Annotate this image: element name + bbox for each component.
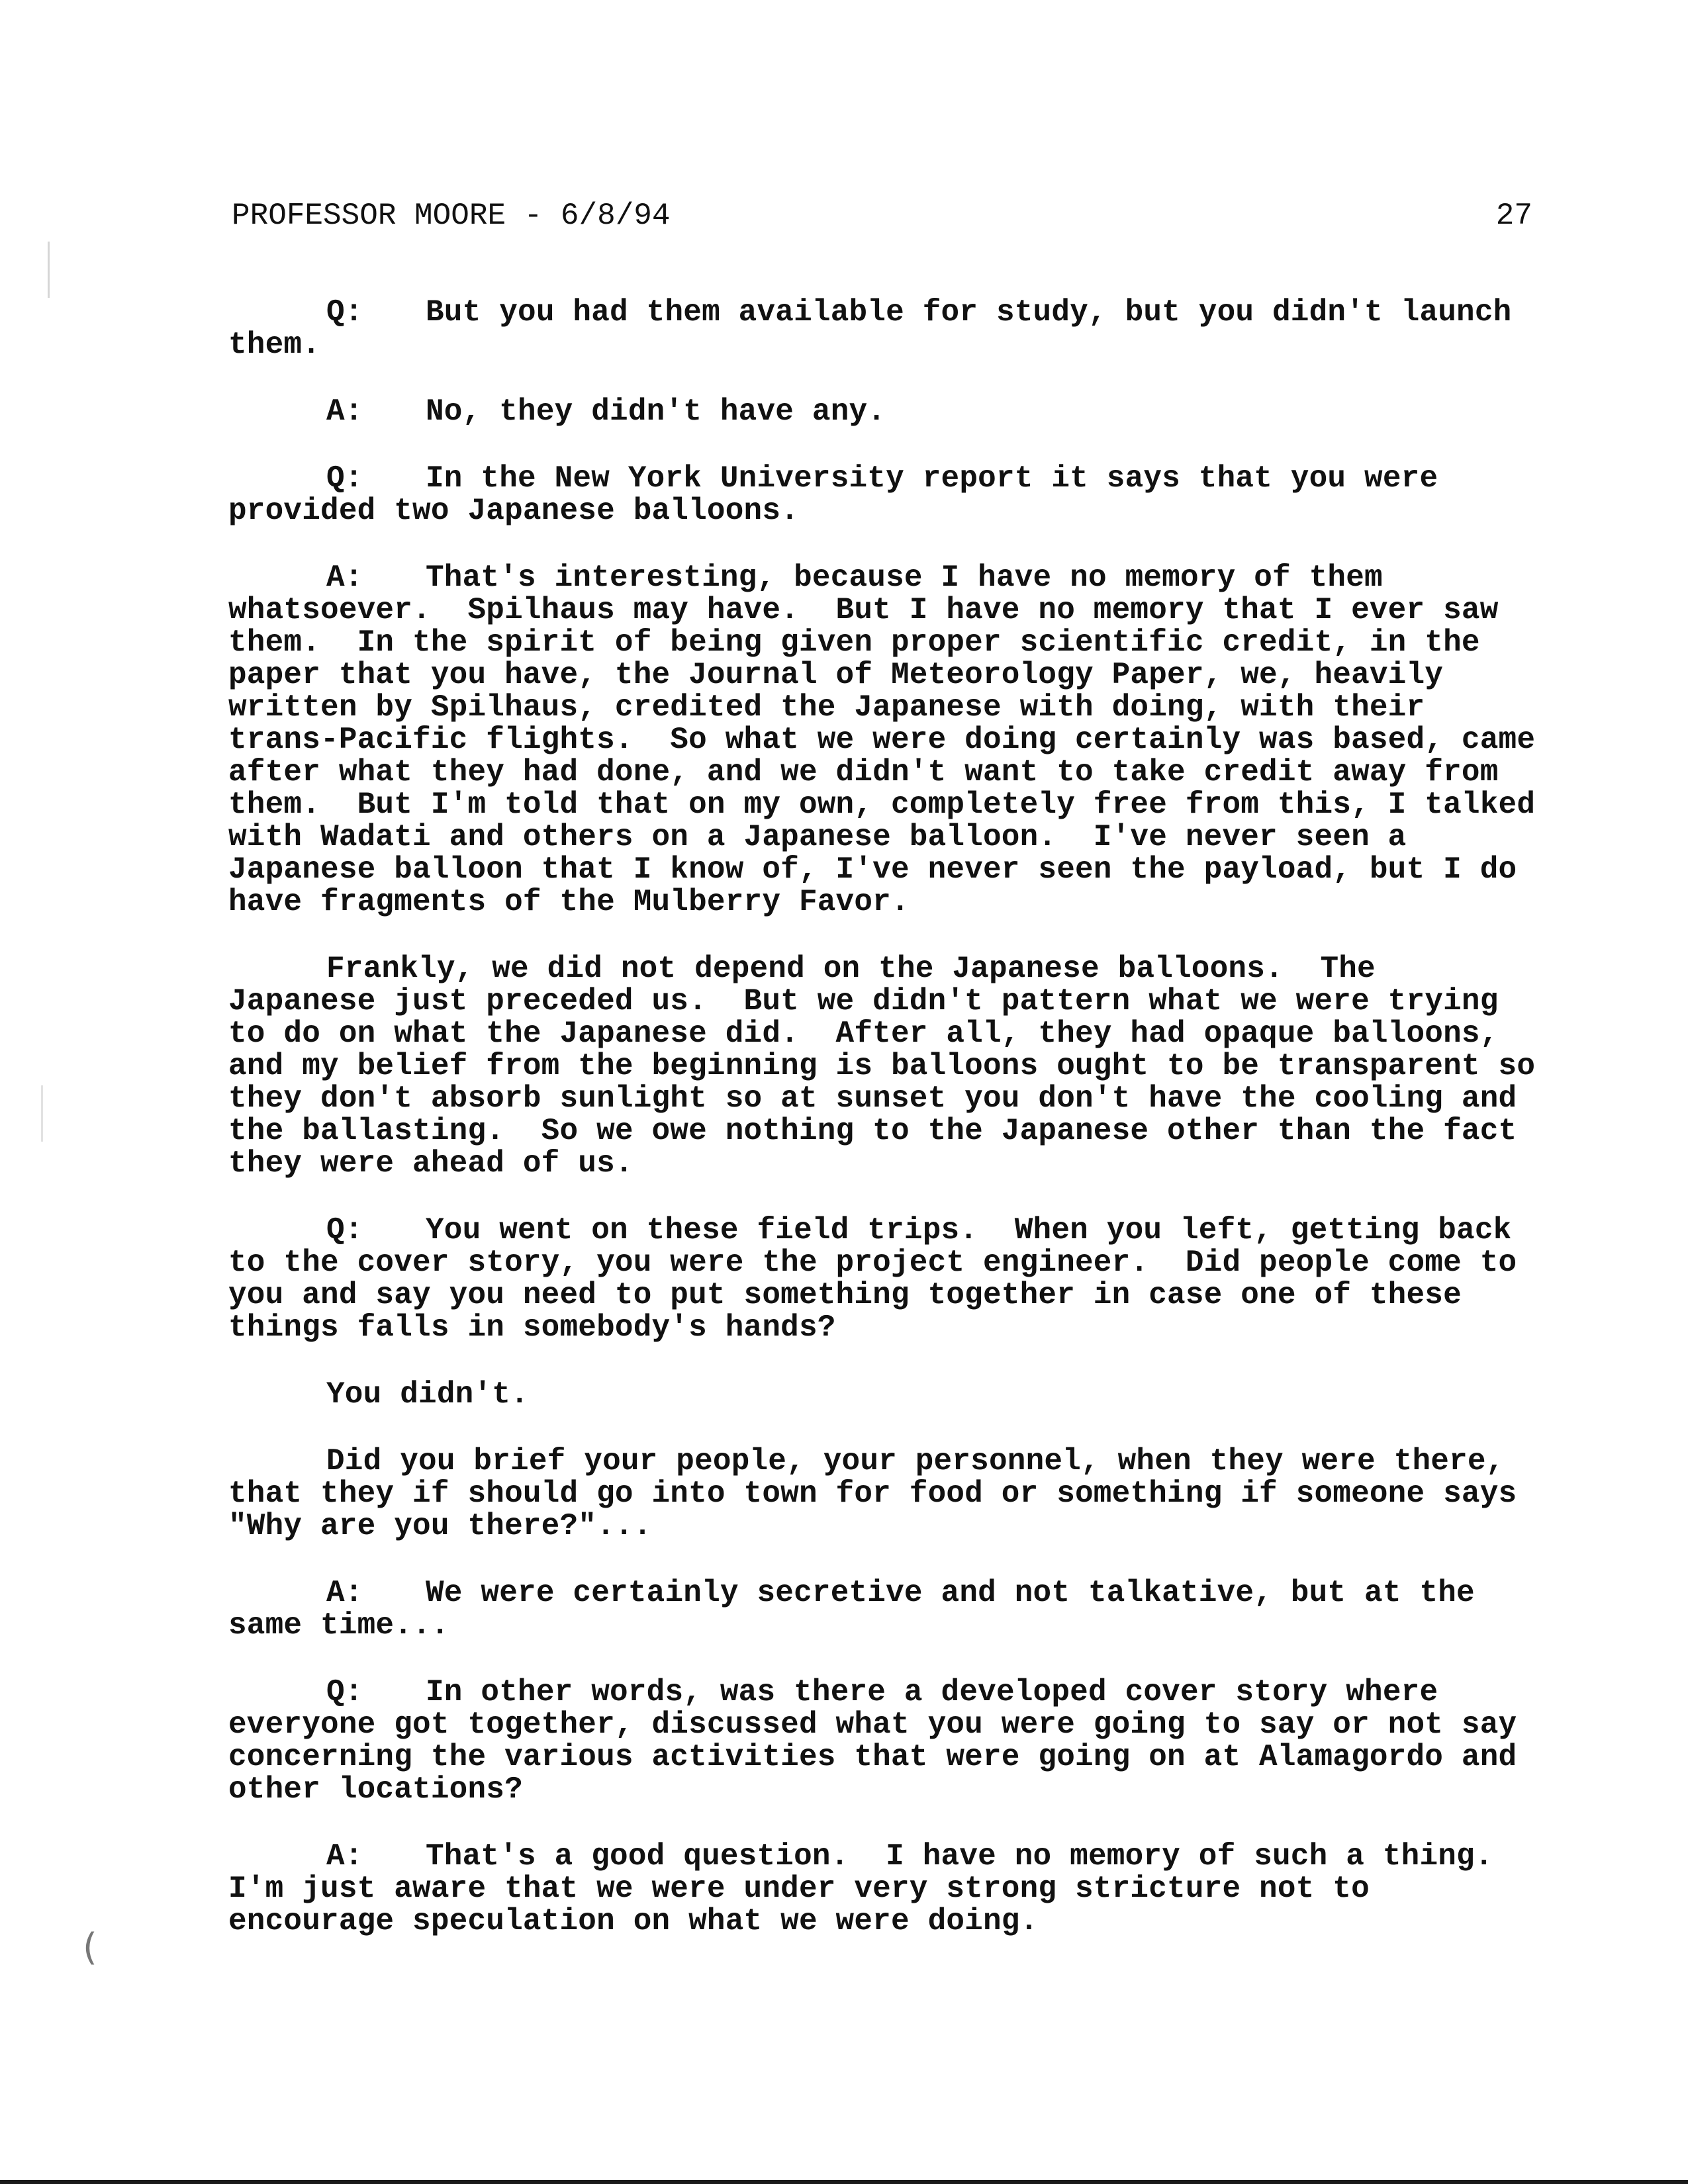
transcript-paragraph xyxy=(228,1676,1536,1806)
transcript-paragraph xyxy=(228,952,1554,1181)
page-bottom-edge xyxy=(0,2180,1688,2184)
transcript-paragraph xyxy=(228,1445,1536,1543)
paragraph-text: That's interesting, because I have no memory of them whatsoever. Spilhaus may have. But I have no memory that I ever saw them. In the spirit of being given proper scientific credit, in the paper that you have, the Journal of Meteorology Paper, we, heavily written by Spilhaus, credited the Japanese with doing, with their trans-Pacific flights. So what we were doing certainly was based, came after what they had done, and we didn't want to take credit away from them. But I'm told that on my own, completely free from this, I talked with Wadati and others on a Japanese balloon. I've never seen a Japanese balloon that I know of, I've never seen the payload, but I do have fragments of the Mulberry Favor. xyxy=(228,561,1554,919)
paragraph-text: In other words, was there a developed cover story where everyone got together, discussed what you were going to say or not say concerning the various activities that were going on at Alamagordo and other locations? xyxy=(228,1675,1536,1807)
paragraph-text: That's a good question. I have no memory of such a thing. I'm just aware that we were under very strong stricture not to encourage speculation on what we were doing. xyxy=(228,1839,1530,1938)
transcript-paragraph xyxy=(228,1379,1536,1411)
transcript-paragraph xyxy=(228,1841,1536,1938)
page-number: 27 xyxy=(1495,199,1532,233)
transcript-paragraph xyxy=(228,396,1536,428)
transcript-paragraph xyxy=(228,1214,1536,1344)
speaker-label: Q: xyxy=(326,461,363,496)
speaker-label: Q: xyxy=(326,1213,363,1248)
paragraph-text: But you had them available for study, but you didn't launch them. xyxy=(228,295,1530,362)
paragraph-text: Frankly, we did not depend on the Japanese balloons. The Japanese just preceded us. But we didn't pattern what we were trying to do on what the Japanese did. After all, they had opaque balloons, and my belief from the beginning is balloons ought to be transparent so they don't absorb sunlight so at sunset you don't have the cooling and the ballasting. So we owe nothing to the Japanese other than the fact they were ahead of us. xyxy=(228,952,1554,1181)
paragraph-text: We were certainly secretive and not talkative, but at the same time... xyxy=(228,1576,1493,1643)
speaker-label: A: xyxy=(326,1576,363,1610)
margin-parenthesis-mark: ( xyxy=(83,1926,97,1969)
transcript-paragraph xyxy=(228,296,1536,361)
paragraph-text: Did you brief your people, your personnel, when they were there, that they if should go into town for food or something if someone says "Why are you there?"... xyxy=(228,1444,1536,1543)
paragraph-text: No, they didn't have any. xyxy=(426,394,886,429)
paragraph-text: You didn't. xyxy=(326,1377,529,1412)
speaker-label: A: xyxy=(326,1839,363,1874)
scan-margin-line xyxy=(48,242,50,298)
page-header xyxy=(232,197,1532,234)
transcript-paragraph xyxy=(228,561,1554,919)
speaker-label: A: xyxy=(326,561,363,595)
paragraph-text: You went on these field trips. When you left, getting back to the cover story, you were the project engineer. Did people come to you and say you need to put something together in case one of these things falls in somebody's hands? xyxy=(228,1213,1536,1345)
transcript-body xyxy=(228,295,1554,1972)
transcript-paragraph xyxy=(228,1577,1536,1642)
transcript-paragraph xyxy=(228,463,1536,527)
speaker-label: A: xyxy=(326,394,363,429)
header-title: PROFESSOR MOORE - 6/8/94 xyxy=(232,199,671,233)
scan-margin-line xyxy=(41,1085,43,1142)
paragraph-text: In the New York University report it says that you were provided two Japanese balloons. xyxy=(228,461,1457,528)
speaker-label: Q: xyxy=(326,1675,363,1709)
speaker-label: Q: xyxy=(326,295,363,330)
